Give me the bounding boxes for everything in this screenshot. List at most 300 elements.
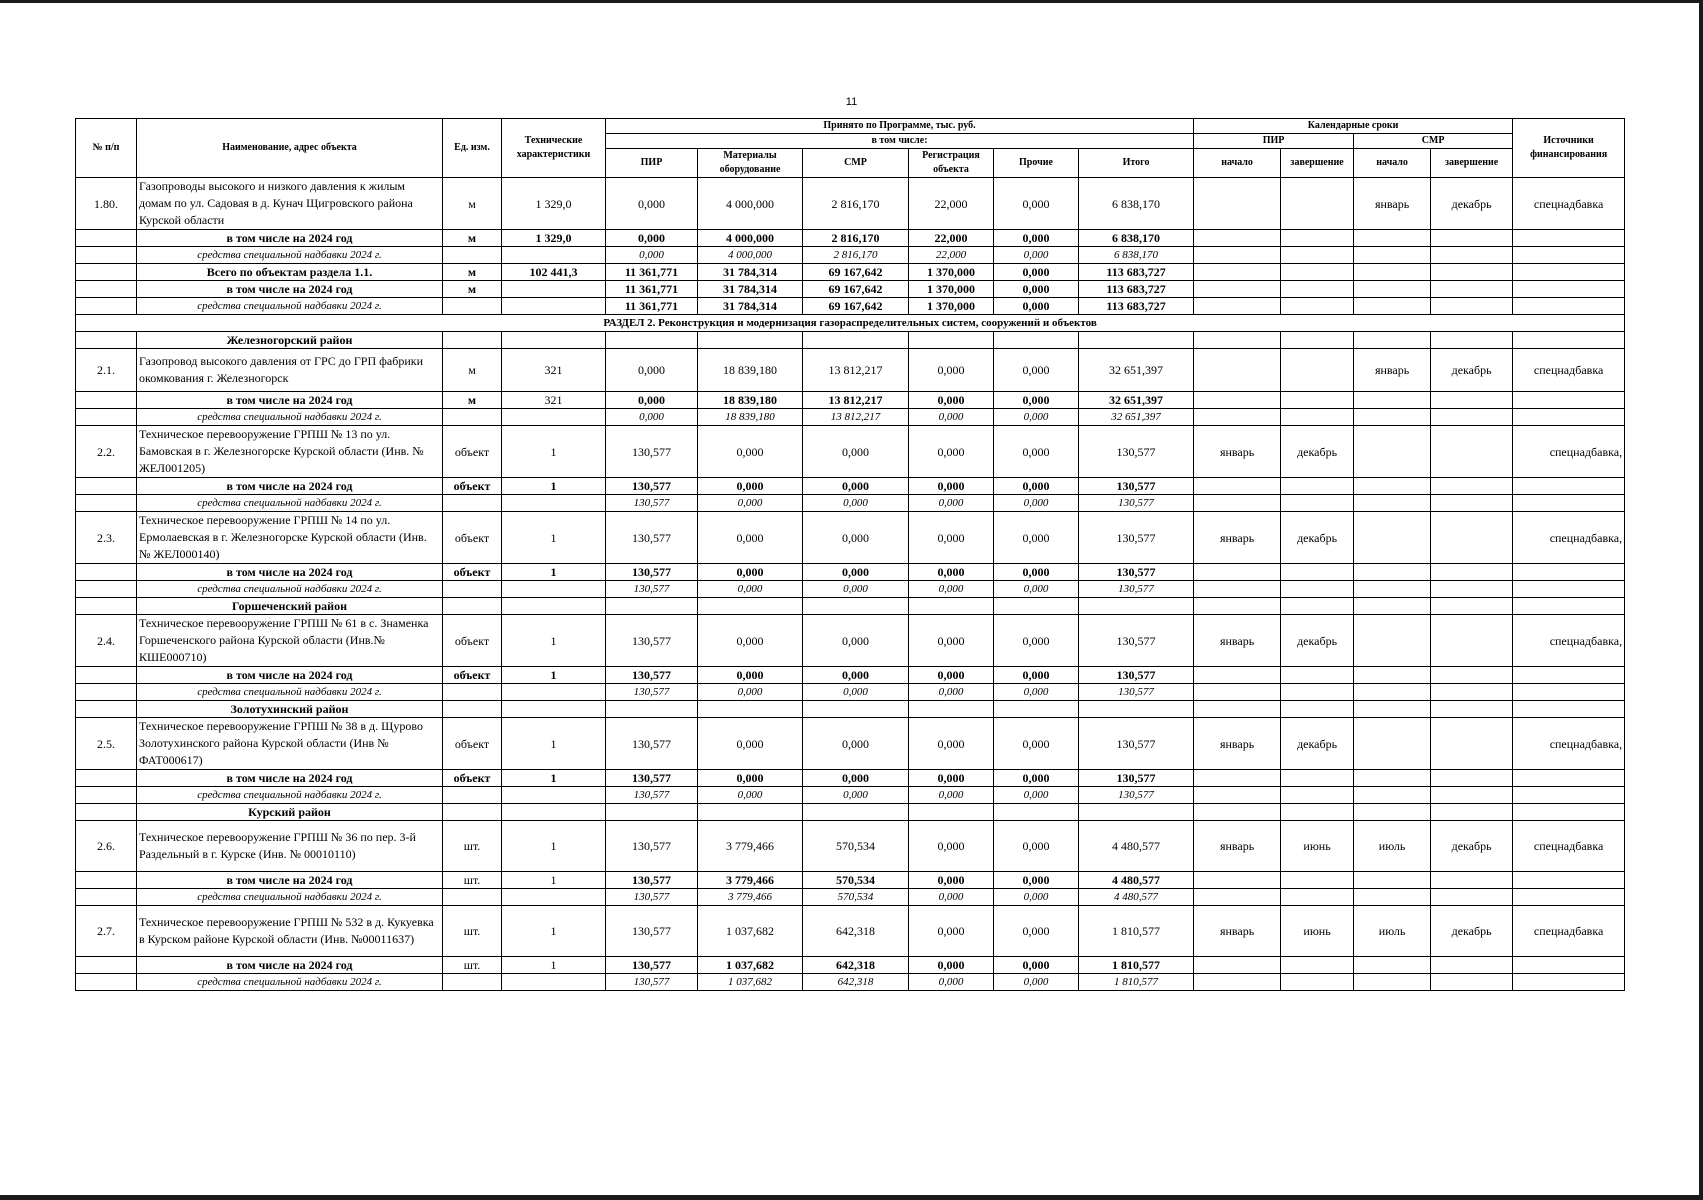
- materials-cell: 0,000: [698, 495, 803, 512]
- unit-cell: м: [443, 264, 502, 281]
- table-row-object: [76, 718, 1625, 770]
- smr-start-cell: [1354, 718, 1431, 770]
- pir-end-cell: декабрь: [1281, 615, 1354, 667]
- registration-cell: 0,000: [909, 889, 994, 906]
- total-cell: 130,577: [1079, 787, 1194, 804]
- other-cell: 0,000: [994, 349, 1079, 392]
- section-total-label: Всего по объектам раздела 1.1.: [137, 264, 443, 281]
- materials-cell: 4 000,000: [698, 230, 803, 247]
- pir-cell: 0,000: [606, 349, 698, 392]
- pir-cell: 0,000: [606, 409, 698, 426]
- registration-cell: 0,000: [909, 974, 994, 991]
- other-cell: 0,000: [994, 281, 1079, 298]
- smr-cell: 0,000: [803, 495, 909, 512]
- fund-label: средства специальной надбавки 2024 г.: [137, 684, 443, 701]
- year-label: в том числе на 2024 год: [137, 478, 443, 495]
- total-cell: 130,577: [1079, 581, 1194, 598]
- row-number: 2.6.: [76, 821, 137, 872]
- registration-cell: 0,000: [909, 770, 994, 787]
- fund-label: средства специальной надбавки 2024 г.: [137, 495, 443, 512]
- table-row-year: [76, 478, 1625, 495]
- col-header-cal-pir: ПИР: [1194, 134, 1354, 149]
- smr-cell: 0,000: [803, 512, 909, 564]
- pir-cell: 130,577: [606, 821, 698, 872]
- table-row-object: [76, 349, 1625, 392]
- smr-end-cell: [1431, 426, 1513, 478]
- col-header-registration: Регистрация объекта: [909, 149, 994, 178]
- section-heading-row: [76, 315, 1625, 332]
- other-cell: 0,000: [994, 667, 1079, 684]
- unit-cell: м: [443, 178, 502, 230]
- smr-cell: 0,000: [803, 581, 909, 598]
- pir-cell: 130,577: [606, 426, 698, 478]
- table-row-fund: [76, 581, 1625, 598]
- tech-cell: 1: [502, 770, 606, 787]
- materials-cell: 3 779,466: [698, 821, 803, 872]
- registration-cell: 22,000: [909, 230, 994, 247]
- table-row-object: [76, 821, 1625, 872]
- row-number: 2.4.: [76, 615, 137, 667]
- table-row-year: [76, 957, 1625, 974]
- registration-cell: 0,000: [909, 581, 994, 598]
- total-cell: 32 651,397: [1079, 392, 1194, 409]
- total-cell: 1 810,577: [1079, 974, 1194, 991]
- materials-cell: 1 037,682: [698, 906, 803, 957]
- year-label: в том числе на 2024 год: [137, 957, 443, 974]
- smr-end-cell: [1431, 615, 1513, 667]
- smr-start-cell: [1354, 615, 1431, 667]
- row-number: 2.5.: [76, 718, 137, 770]
- pir-start-cell: январь: [1194, 718, 1281, 770]
- materials-cell: 1 037,682: [698, 974, 803, 991]
- other-cell: 0,000: [994, 178, 1079, 230]
- district-name: Золотухинский район: [137, 701, 443, 718]
- materials-cell: 0,000: [698, 581, 803, 598]
- registration-cell: 0,000: [909, 872, 994, 889]
- row-number: 2.1.: [76, 349, 137, 392]
- fund-label: средства специальной надбавки 2024 г.: [137, 298, 443, 315]
- tech-cell: 1: [502, 615, 606, 667]
- year-label: в том числе на 2024 год: [137, 564, 443, 581]
- year-label: в том числе на 2024 год: [137, 281, 443, 298]
- pir-cell: 130,577: [606, 889, 698, 906]
- total-cell: 130,577: [1079, 770, 1194, 787]
- smr-cell: 2 816,170: [803, 230, 909, 247]
- table-row-object: [76, 906, 1625, 957]
- source-cell: спецнадбавка,: [1513, 426, 1625, 478]
- col-header-sources: Источники финансирования: [1513, 119, 1625, 178]
- other-cell: 0,000: [994, 770, 1079, 787]
- table-row-year: [76, 872, 1625, 889]
- fund-label: средства специальной надбавки 2024 г.: [137, 409, 443, 426]
- total-cell: 1 810,577: [1079, 957, 1194, 974]
- district-row: [76, 332, 1625, 349]
- total-cell: 4 480,577: [1079, 821, 1194, 872]
- smr-cell: 0,000: [803, 787, 909, 804]
- smr-start-cell: [1354, 426, 1431, 478]
- pir-start-cell: январь: [1194, 821, 1281, 872]
- source-cell: спецнадбавка: [1513, 178, 1625, 230]
- col-header-including: в том числе:: [606, 134, 1194, 149]
- registration-cell: 0,000: [909, 906, 994, 957]
- registration-cell: 0,000: [909, 787, 994, 804]
- unit-cell: м: [443, 349, 502, 392]
- total-cell: 130,577: [1079, 495, 1194, 512]
- pir-cell: 130,577: [606, 495, 698, 512]
- empty-cell: [76, 230, 137, 247]
- materials-cell: 4 000,000: [698, 247, 803, 264]
- col-header-num: № п/п: [76, 119, 137, 178]
- pir-end-cell: [1281, 178, 1354, 230]
- pir-cell: 130,577: [606, 974, 698, 991]
- other-cell: 0,000: [994, 821, 1079, 872]
- registration-cell: 22,000: [909, 178, 994, 230]
- materials-cell: 31 784,314: [698, 281, 803, 298]
- pir-cell: 130,577: [606, 957, 698, 974]
- other-cell: 0,000: [994, 787, 1079, 804]
- other-cell: 0,000: [994, 512, 1079, 564]
- smr-start-cell: июль: [1354, 906, 1431, 957]
- smr-cell: 2 816,170: [803, 178, 909, 230]
- other-cell: 0,000: [994, 889, 1079, 906]
- smr-cell: 0,000: [803, 564, 909, 581]
- col-header-calendar: Календарные сроки: [1194, 119, 1513, 134]
- pir-end-cell: декабрь: [1281, 718, 1354, 770]
- total-cell: 32 651,397: [1079, 409, 1194, 426]
- materials-cell: 18 839,180: [698, 392, 803, 409]
- other-cell: 0,000: [994, 247, 1079, 264]
- materials-cell: 0,000: [698, 564, 803, 581]
- col-header-other: Прочие: [994, 149, 1079, 178]
- col-header-pir-end: завершение: [1281, 149, 1354, 178]
- col-header-cal-smr: СМР: [1354, 134, 1513, 149]
- tech-cell: 1 329,0: [502, 230, 606, 247]
- pir-cell: 130,577: [606, 787, 698, 804]
- materials-cell: 0,000: [698, 426, 803, 478]
- registration-cell: 1 370,000: [909, 281, 994, 298]
- pir-cell: 130,577: [606, 512, 698, 564]
- registration-cell: 22,000: [909, 247, 994, 264]
- unit-cell: шт.: [443, 872, 502, 889]
- pir-cell: 0,000: [606, 392, 698, 409]
- total-cell: 6 838,170: [1079, 230, 1194, 247]
- unit-cell: объект: [443, 512, 502, 564]
- materials-cell: 3 779,466: [698, 872, 803, 889]
- materials-cell: 18 839,180: [698, 409, 803, 426]
- row-number: 2.2.: [76, 426, 137, 478]
- source-cell: спецнадбавка,: [1513, 512, 1625, 564]
- smr-end-cell: [1431, 718, 1513, 770]
- district-name: Курский район: [137, 804, 443, 821]
- smr-cell: 570,534: [803, 889, 909, 906]
- registration-cell: 0,000: [909, 512, 994, 564]
- pir-cell: 130,577: [606, 478, 698, 495]
- table-row-fund: [76, 495, 1625, 512]
- unit-cell: шт.: [443, 821, 502, 872]
- pir-start-cell: январь: [1194, 906, 1281, 957]
- col-header-unit: Ед. изм.: [443, 119, 502, 178]
- fund-label: средства специальной надбавки 2024 г.: [137, 787, 443, 804]
- registration-cell: 0,000: [909, 478, 994, 495]
- page-number: 11: [845, 96, 858, 108]
- smr-cell: 13 812,217: [803, 392, 909, 409]
- other-cell: 0,000: [994, 906, 1079, 957]
- materials-cell: 0,000: [698, 718, 803, 770]
- table-row-object: [76, 615, 1625, 667]
- materials-cell: 31 784,314: [698, 264, 803, 281]
- pir-cell: 0,000: [606, 230, 698, 247]
- total-cell: 130,577: [1079, 564, 1194, 581]
- unit-cell: объект: [443, 667, 502, 684]
- registration-cell: 0,000: [909, 957, 994, 974]
- materials-cell: 3 779,466: [698, 889, 803, 906]
- materials-cell: 0,000: [698, 615, 803, 667]
- table-row-fund: [76, 889, 1625, 906]
- unit-cell: объект: [443, 770, 502, 787]
- total-cell: 130,577: [1079, 478, 1194, 495]
- source-cell: спецнадбавка,: [1513, 615, 1625, 667]
- district-row: [76, 598, 1625, 615]
- pir-cell: 0,000: [606, 178, 698, 230]
- pir-cell: 0,000: [606, 247, 698, 264]
- other-cell: 0,000: [994, 495, 1079, 512]
- total-cell: 6 838,170: [1079, 178, 1194, 230]
- table-row-fund: [76, 787, 1625, 804]
- tech-cell: 1: [502, 957, 606, 974]
- other-cell: 0,000: [994, 298, 1079, 315]
- unit-cell: объект: [443, 718, 502, 770]
- smr-start-cell: январь: [1354, 349, 1431, 392]
- tech-cell: 1: [502, 906, 606, 957]
- registration-cell: 0,000: [909, 684, 994, 701]
- section-heading: РАЗДЕЛ 2. Реконструкция и модернизация газораспределительных систем, сооружений и объектов: [76, 315, 1625, 332]
- materials-cell: 0,000: [698, 512, 803, 564]
- table-row-section-total-year: [76, 281, 1625, 298]
- unit-cell: объект: [443, 426, 502, 478]
- other-cell: 0,000: [994, 392, 1079, 409]
- smr-cell: 0,000: [803, 770, 909, 787]
- program-table: [75, 118, 1625, 991]
- year-label: в том числе на 2024 год: [137, 392, 443, 409]
- smr-cell: 0,000: [803, 615, 909, 667]
- table-row-section-total-fund: [76, 298, 1625, 315]
- table-row-fund: [76, 974, 1625, 991]
- table-row-fund: [76, 247, 1625, 264]
- pir-end-cell: декабрь: [1281, 512, 1354, 564]
- pir-start-cell: январь: [1194, 615, 1281, 667]
- unit-cell: объект: [443, 564, 502, 581]
- col-header-materials: Материалы оборудование: [698, 149, 803, 178]
- materials-cell: 0,000: [698, 684, 803, 701]
- tech-cell: 1: [502, 512, 606, 564]
- table-row-year: [76, 667, 1625, 684]
- row-number: 2.3.: [76, 512, 137, 564]
- other-cell: 0,000: [994, 409, 1079, 426]
- pir-cell: 130,577: [606, 906, 698, 957]
- table-row-year: [76, 770, 1625, 787]
- col-header-pir: ПИР: [606, 149, 698, 178]
- object-name: Техническое перевооружение ГРПШ № 14 по ул. Ермолаевская в г. Железногорске Курской области (Инв. № ЖЕЛ000140): [137, 512, 443, 564]
- row-number: 1.80.: [76, 178, 137, 230]
- total-cell: 4 480,577: [1079, 889, 1194, 906]
- pir-start-cell: [1194, 349, 1281, 392]
- pir-start-cell: [1194, 178, 1281, 230]
- registration-cell: 0,000: [909, 564, 994, 581]
- other-cell: 0,000: [994, 581, 1079, 598]
- unit-cell: м: [443, 392, 502, 409]
- smr-cell: 0,000: [803, 478, 909, 495]
- source-cell: спецнадбавка: [1513, 821, 1625, 872]
- materials-cell: 0,000: [698, 787, 803, 804]
- registration-cell: 0,000: [909, 495, 994, 512]
- smr-cell: 570,534: [803, 821, 909, 872]
- materials-cell: 0,000: [698, 667, 803, 684]
- smr-end-cell: декабрь: [1431, 349, 1513, 392]
- year-label: в том числе на 2024 год: [137, 667, 443, 684]
- smr-start-cell: июль: [1354, 821, 1431, 872]
- other-cell: 0,000: [994, 957, 1079, 974]
- col-header-total: Итого: [1079, 149, 1194, 178]
- col-header-smr-end: завершение: [1431, 149, 1513, 178]
- tech-cell: 1: [502, 478, 606, 495]
- col-header-tech: Технические характеристики: [502, 119, 606, 178]
- smr-cell: 2 816,170: [803, 247, 909, 264]
- total-cell: 130,577: [1079, 718, 1194, 770]
- registration-cell: 0,000: [909, 615, 994, 667]
- table-row-year: [76, 230, 1625, 247]
- smr-cell: 0,000: [803, 667, 909, 684]
- total-cell: 113 683,727: [1079, 281, 1194, 298]
- col-header-smr: СМР: [803, 149, 909, 178]
- smr-cell: 69 167,642: [803, 298, 909, 315]
- table-row-year: [76, 564, 1625, 581]
- table-row-fund: [76, 684, 1625, 701]
- pir-end-cell: [1281, 349, 1354, 392]
- smr-end-cell: [1431, 512, 1513, 564]
- tech-cell: 1: [502, 821, 606, 872]
- scan-edge-right: [1699, 0, 1703, 1200]
- fund-label: средства специальной надбавки 2024 г.: [137, 889, 443, 906]
- table-row-year: [76, 392, 1625, 409]
- object-name: Газопровод высокого давления от ГРС до ГРП фабрики окомкования г. Железногорск: [137, 349, 443, 392]
- smr-cell: 13 812,217: [803, 409, 909, 426]
- district-name: Железногорский район: [137, 332, 443, 349]
- smr-cell: 642,318: [803, 974, 909, 991]
- other-cell: 0,000: [994, 230, 1079, 247]
- col-header-smr-start: начало: [1354, 149, 1431, 178]
- registration-cell: 0,000: [909, 667, 994, 684]
- pir-cell: 130,577: [606, 667, 698, 684]
- col-header-accepted: Принято по Программе, тыс. руб.: [606, 119, 1194, 134]
- tech-cell: 1: [502, 718, 606, 770]
- header-row-1: [76, 119, 1625, 134]
- object-name: Техническое перевооружение ГРПШ № 61 в с. Знаменка Горшеченского района Курской области (Инв.№ КШЕ000710): [137, 615, 443, 667]
- registration-cell: 1 370,000: [909, 264, 994, 281]
- other-cell: 0,000: [994, 872, 1079, 889]
- smr-cell: 13 812,217: [803, 349, 909, 392]
- scan-edge-top: [0, 0, 1703, 3]
- unit-cell: объект: [443, 615, 502, 667]
- row-number: 2.7.: [76, 906, 137, 957]
- smr-cell: 570,534: [803, 872, 909, 889]
- registration-cell: 0,000: [909, 349, 994, 392]
- unit-cell: м: [443, 230, 502, 247]
- unit-cell: объект: [443, 478, 502, 495]
- materials-cell: 4 000,000: [698, 178, 803, 230]
- registration-cell: 0,000: [909, 718, 994, 770]
- year-label: в том числе на 2024 год: [137, 872, 443, 889]
- col-header-name: Наименование, адрес объекта: [137, 119, 443, 178]
- materials-cell: 18 839,180: [698, 349, 803, 392]
- other-cell: 0,000: [994, 718, 1079, 770]
- tech-cell: 102 441,3: [502, 264, 606, 281]
- pir-cell: 130,577: [606, 564, 698, 581]
- pir-cell: 130,577: [606, 581, 698, 598]
- total-cell: 32 651,397: [1079, 349, 1194, 392]
- source-cell: спецнадбавка: [1513, 349, 1625, 392]
- smr-start-cell: [1354, 512, 1431, 564]
- tech-cell: 1: [502, 872, 606, 889]
- materials-cell: 31 784,314: [698, 298, 803, 315]
- other-cell: 0,000: [994, 264, 1079, 281]
- table-row-object: [76, 512, 1625, 564]
- fund-label: средства специальной надбавки 2024 г.: [137, 247, 443, 264]
- table-row-section-total: [76, 264, 1625, 281]
- table-row-fund: [76, 409, 1625, 426]
- pir-end-cell: декабрь: [1281, 426, 1354, 478]
- fund-label: средства специальной надбавки 2024 г.: [137, 974, 443, 991]
- pir-start-cell: январь: [1194, 512, 1281, 564]
- col-header-pir-start: начало: [1194, 149, 1281, 178]
- total-cell: 6 838,170: [1079, 247, 1194, 264]
- registration-cell: 0,000: [909, 821, 994, 872]
- district-row: [76, 804, 1625, 821]
- total-cell: 113 683,727: [1079, 264, 1194, 281]
- fund-label: средства специальной надбавки 2024 г.: [137, 581, 443, 598]
- pir-cell: 130,577: [606, 770, 698, 787]
- total-cell: 130,577: [1079, 615, 1194, 667]
- smr-cell: 0,000: [803, 426, 909, 478]
- tech-cell: 321: [502, 392, 606, 409]
- materials-cell: 1 037,682: [698, 957, 803, 974]
- registration-cell: 0,000: [909, 409, 994, 426]
- unit-cell: шт.: [443, 906, 502, 957]
- smr-cell: 0,000: [803, 718, 909, 770]
- table-row-object: [76, 178, 1625, 230]
- district-row: [76, 701, 1625, 718]
- year-label: в том числе на 2024 год: [137, 770, 443, 787]
- smr-cell: 69 167,642: [803, 264, 909, 281]
- tech-cell: 1 329,0: [502, 178, 606, 230]
- other-cell: 0,000: [994, 564, 1079, 581]
- table-row-object: [76, 426, 1625, 478]
- pir-cell: 130,577: [606, 615, 698, 667]
- object-name: Техническое перевооружение ГРПШ № 532 в д. Кукуевка в Курском районе Курской области (Инв. №00011637): [137, 906, 443, 957]
- district-name: Горшеченский район: [137, 598, 443, 615]
- other-cell: 0,000: [994, 478, 1079, 495]
- smr-cell: 0,000: [803, 684, 909, 701]
- total-cell: 1 810,577: [1079, 906, 1194, 957]
- tech-cell: 321: [502, 349, 606, 392]
- pir-cell: 11 361,771: [606, 281, 698, 298]
- year-label: в том числе на 2024 год: [137, 230, 443, 247]
- total-cell: 130,577: [1079, 684, 1194, 701]
- pir-cell: 11 361,771: [606, 298, 698, 315]
- registration-cell: 0,000: [909, 426, 994, 478]
- registration-cell: 1 370,000: [909, 298, 994, 315]
- materials-cell: 0,000: [698, 478, 803, 495]
- object-name: Газопроводы высокого и низкого давления к жилым домам по ул. Садовая в д. Кунач Щигровского района Курской области: [137, 178, 443, 230]
